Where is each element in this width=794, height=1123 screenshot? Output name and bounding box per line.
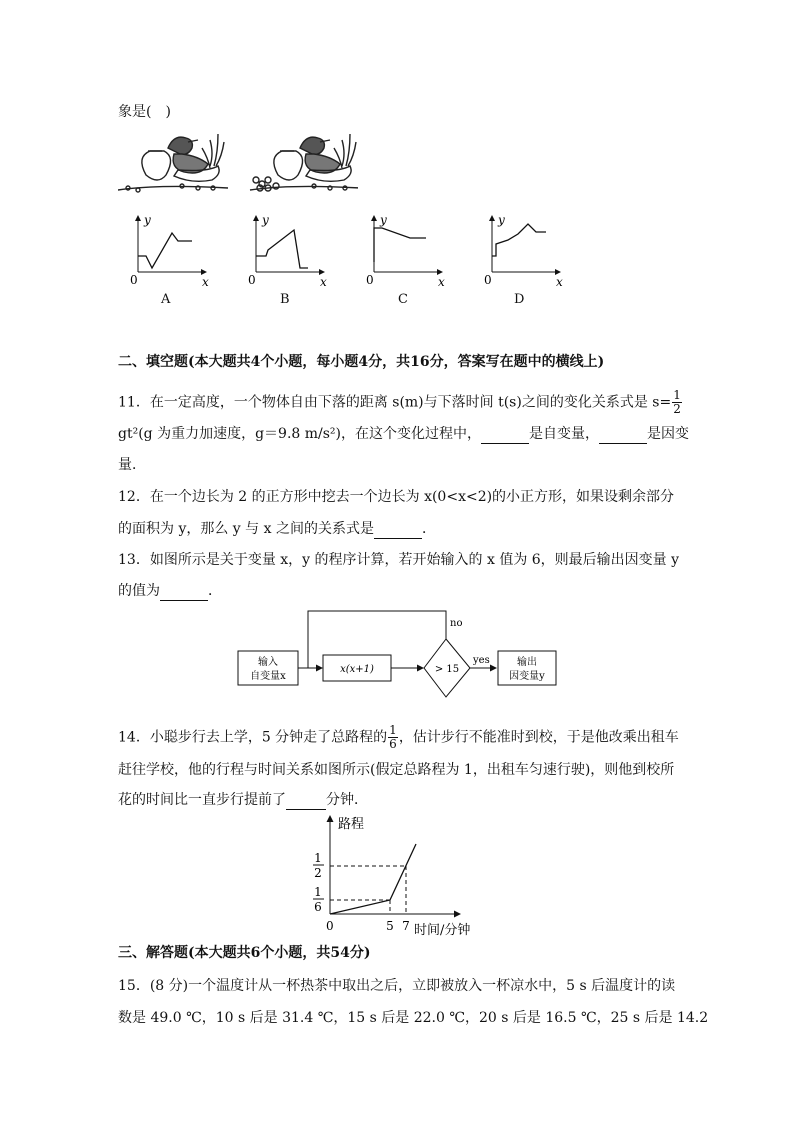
flow-output-label-2: 因变量y — [509, 671, 545, 682]
flow-input-label-2: 自变量x — [250, 671, 286, 682]
q11-line1 — [118, 389, 683, 416]
q11-frac-num: 1 — [673, 388, 681, 402]
q12-line2-end: ． — [421, 521, 436, 537]
flow-yes-label: yes — [473, 655, 490, 666]
q14-ytick-sixth-num: 1 — [314, 885, 322, 899]
option-b-curve — [256, 230, 308, 268]
option-graph-a — [130, 213, 209, 289]
option-b-y-label: y — [262, 213, 269, 227]
option-graph-d — [484, 213, 563, 289]
q14-xtick-7: 7 — [402, 919, 410, 933]
q13-line2 — [118, 581, 222, 601]
q11-line3: 量． — [118, 457, 146, 473]
q14-y-label: 路程 — [338, 817, 365, 832]
q12-line2-text: 的面积为 y，那么 y 与 x 之间的关系式是 — [118, 521, 374, 537]
q14-line3-text: 花的时间比一直步行提前了 — [118, 792, 286, 808]
q14-line3-end: 分钟． — [326, 792, 368, 808]
q14-x-label: 时间/分钟 — [414, 923, 471, 938]
option-c-y-label: y — [380, 213, 387, 227]
q14-ytick-sixth-den: 6 — [314, 900, 322, 914]
q14-path-line — [330, 844, 416, 914]
option-c-curve — [374, 228, 426, 262]
q11-line1-text: 11．在一定高度，一个物体自由下落的距离 s(m)与下落时间 t(s)之间的变化关系式是 s= — [118, 394, 672, 411]
q13-blank[interactable] — [160, 586, 208, 601]
q13-flowchart — [230, 606, 570, 706]
q15-line1: 15．(8 分)一个温度计从一杯热茶中取出之后，立即被放入一杯凉水中，5 s 后温度计的读 — [118, 978, 676, 994]
q14-ytick-half-den: 2 — [314, 866, 322, 880]
option-a-origin: 0 — [130, 273, 138, 287]
q11-line2-text-c: 是因变 — [647, 426, 690, 442]
flow-output-label-1: 输出 — [517, 657, 537, 668]
q14-line3 — [118, 790, 368, 810]
q10-tail-text: 象是( ) — [118, 104, 171, 120]
q14-line1-text-a: 14．小聪步行去上学，5 分钟走了总路程的 — [118, 729, 388, 746]
option-label-b: B — [280, 292, 290, 307]
flow-calc-label: x(x+1) — [340, 664, 374, 675]
option-c-x-label: x — [438, 275, 445, 289]
option-label-d: D — [514, 292, 525, 307]
q12-blank[interactable] — [374, 524, 422, 539]
q11-line2 — [118, 424, 689, 444]
option-a-curve — [138, 233, 192, 268]
option-d-y-label: y — [498, 213, 505, 227]
q11-blank-independent[interactable] — [481, 429, 529, 444]
flow-decision-label: > 15 — [434, 664, 460, 675]
q14-line1-text-b: ，估计步行不能准时到校，于是他改乘出租车 — [398, 729, 679, 746]
flow-loop-line — [308, 611, 446, 668]
option-label-a: A — [161, 292, 171, 307]
q11-fraction — [672, 389, 682, 416]
option-a-y-label: y — [144, 213, 151, 227]
q13-line2-end: ． — [208, 583, 222, 599]
q15-line2: 数是 49.0 ℃，10 s 后是 31.4 ℃，15 s 后是 22.0 ℃，20 s 后是 16.5 ℃，25 s 后是 14.2 — [118, 1010, 709, 1026]
crow-pitcher-illustrations — [118, 130, 358, 200]
q13-line1: 13．如图所示是关于变量 x，y 的程序计算，若开始输入的 x 值为 6，则最后输出因变量 y — [118, 552, 680, 568]
q14-line1 — [118, 724, 679, 751]
q11-line2-text-b: 是自变量， — [529, 426, 600, 442]
q14-blank[interactable] — [286, 795, 326, 810]
option-c-origin: 0 — [366, 273, 374, 287]
section3-heading: 三、解答题(本大题共6个小题，共54分) — [118, 945, 371, 961]
q11-frac-den: 2 — [673, 402, 681, 416]
option-graph-c — [366, 213, 445, 289]
flow-input-label-1: 输入 — [258, 657, 278, 668]
crow-pitcher-illustration-1 — [118, 134, 228, 192]
q14-fraction — [388, 724, 398, 751]
option-b-origin: 0 — [248, 273, 256, 287]
q12-line1: 12．在一个边长为 2 的正方形中挖去一个边长为 x(0<x<2)的小正方形，如果设剩余部分 — [118, 489, 675, 505]
option-label-c: C — [398, 292, 408, 307]
option-graph-b — [248, 213, 327, 289]
section2-heading: 二、填空题(本大题共4个小题，每小题4分，共16分，答案写在题中的横线上) — [118, 354, 605, 370]
q14-xtick-5: 5 — [386, 919, 394, 933]
crow-pitcher-illustration-2 — [250, 134, 358, 191]
q14-frac-num: 1 — [389, 723, 397, 737]
q11-line2-text-a: gt²(g 为重力加速度，g＝9.8 m/s²)，在这个变化过程中， — [118, 426, 482, 442]
q14-distance-time-graph — [310, 812, 480, 940]
q14-frac-den: 6 — [389, 737, 397, 751]
q13-line2-text: 的值为 — [118, 583, 160, 599]
q11-blank-dependent[interactable] — [599, 429, 647, 444]
flow-no-label: no — [450, 618, 463, 629]
option-d-origin: 0 — [484, 273, 492, 287]
option-graphs — [118, 212, 568, 312]
q12-line2 — [118, 519, 436, 539]
option-d-x-label: x — [556, 275, 563, 289]
q14-origin: 0 — [326, 919, 334, 933]
option-b-x-label: x — [320, 275, 327, 289]
q14-line2: 赶往学校，他的行程与时间关系如图所示(假定总路程为 1，出租车匀速行驶)，则他到校所 — [118, 762, 675, 778]
q14-ytick-half-num: 1 — [314, 851, 322, 865]
option-d-curve — [492, 224, 546, 256]
option-a-x-label: x — [202, 275, 209, 289]
